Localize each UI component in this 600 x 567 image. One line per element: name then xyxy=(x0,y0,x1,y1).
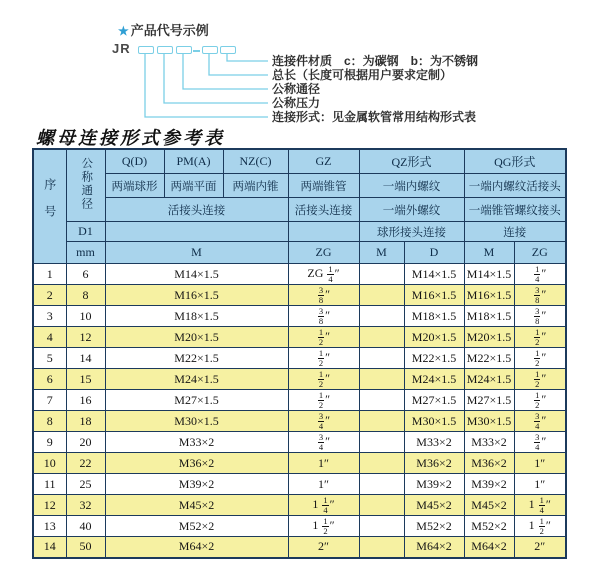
row-qz-d: M45×2 xyxy=(404,495,464,516)
row-qg-m: M30×1.5 xyxy=(464,411,514,432)
row-qg-zg-size: 1″ xyxy=(514,453,566,474)
row-qg-m: M45×2 xyxy=(464,495,514,516)
header-unit-zg: ZG xyxy=(288,242,359,264)
code-box-2 xyxy=(157,46,173,54)
table-row xyxy=(33,495,566,516)
row-qg-m: M33×2 xyxy=(464,432,514,453)
row-serial: 13 xyxy=(33,516,66,537)
diagram-label-connection: 连接形式：见金属软管常用结构形式表 xyxy=(272,110,477,124)
row-gz-size: $\frac{1}{2}$ ″ xyxy=(288,390,359,411)
code-box-5 xyxy=(220,46,236,54)
row-m-thread: M27×1.5 xyxy=(105,390,288,411)
row-m-thread: M36×2 xyxy=(105,453,288,474)
header-gz-union-connection: 活接头连接 xyxy=(288,198,359,222)
row-gz-size: 1 $\frac{1}{4}$ ″ xyxy=(288,495,359,516)
row-serial: 5 xyxy=(33,348,66,369)
row-gz-size: $\frac{3}{8}$ ″ xyxy=(288,285,359,306)
row-qg-zg-size: $\frac{1}{2}$ ″ xyxy=(514,369,566,390)
header-blank-gz xyxy=(288,222,359,242)
table-row xyxy=(33,285,566,306)
row-m-thread: M20×1.5 xyxy=(105,327,288,348)
row-qz-m xyxy=(359,537,404,558)
row-serial: 2 xyxy=(33,285,66,306)
row-dn: 50 xyxy=(66,537,105,558)
row-gz-size: $\frac{3}{4}$ ″ xyxy=(288,432,359,453)
header-qz-unit-m: M xyxy=(359,242,404,264)
row-serial: 10 xyxy=(33,453,66,474)
header-qz-code: QZ形式 xyxy=(359,149,464,174)
row-gz-size: $\frac{3}{4}$ ″ xyxy=(288,411,359,432)
row-gz-size: 2″ xyxy=(288,537,359,558)
table-row xyxy=(33,348,566,369)
row-serial: 14 xyxy=(33,537,66,558)
row-qg-m: M36×2 xyxy=(464,453,514,474)
header-qz-spherical-joint-connection: 球形接头连接 xyxy=(359,222,464,242)
row-m-thread: M18×1.5 xyxy=(105,306,288,327)
row-serial: 9 xyxy=(33,432,66,453)
table-body xyxy=(33,264,566,558)
row-qz-m xyxy=(359,474,404,495)
code-prefix: JR xyxy=(112,41,131,56)
row-dn: 12 xyxy=(66,327,105,348)
row-serial: 4 xyxy=(33,327,66,348)
row-serial: 1 xyxy=(33,264,66,285)
row-qz-d: M24×1.5 xyxy=(404,369,464,390)
header-pm-ends: 两端平面 xyxy=(164,174,223,198)
row-m-thread: M16×1.5 xyxy=(105,285,288,306)
row-qz-d: M14×1.5 xyxy=(404,264,464,285)
row-qz-d: M39×2 xyxy=(404,474,464,495)
header-nominal-diameter: 公称通径 xyxy=(66,149,105,222)
star-icon: ★ xyxy=(118,24,129,38)
row-qg-zg-size: $\frac{3}{4}$ ″ xyxy=(514,432,566,453)
code-box-3 xyxy=(176,46,192,54)
row-serial: 3 xyxy=(33,306,66,327)
row-gz-size: ZG $\frac{1}{4}$ ″ xyxy=(288,264,359,285)
row-gz-size: 1 $\frac{1}{2}$ ″ xyxy=(288,516,359,537)
row-qg-zg-size: 2″ xyxy=(514,537,566,558)
code-box-4 xyxy=(202,46,218,54)
row-dn: 25 xyxy=(66,474,105,495)
table-row xyxy=(33,432,566,453)
row-qz-d: M33×2 xyxy=(404,432,464,453)
table-row xyxy=(33,390,566,411)
diagram-label-material: 连接件材质 c：为碳钢 b：为不锈钢 xyxy=(272,54,479,68)
row-serial: 6 xyxy=(33,369,66,390)
row-m-thread: M45×2 xyxy=(105,495,288,516)
row-dn: 18 xyxy=(66,411,105,432)
table-row xyxy=(33,474,566,495)
row-gz-size: $\frac{1}{2}$ ″ xyxy=(288,369,359,390)
row-qg-zg-size: $\frac{1}{4}$ ″ xyxy=(514,264,566,285)
row-qg-m: M22×1.5 xyxy=(464,348,514,369)
row-qz-m xyxy=(359,369,404,390)
header-gz-ends: 两端锥管 xyxy=(288,174,359,198)
header-qz-outer-thread: 一端外螺纹 xyxy=(359,198,464,222)
row-m-thread: M30×1.5 xyxy=(105,411,288,432)
row-qz-m xyxy=(359,516,404,537)
header-unit-mm: mm xyxy=(66,242,105,264)
row-qz-d: M18×1.5 xyxy=(404,306,464,327)
header-qg-unit-m: M xyxy=(464,242,514,264)
header-q-ends: 两端球形 xyxy=(105,174,164,198)
row-m-thread: M33×2 xyxy=(105,432,288,453)
header-blank-left xyxy=(105,222,288,242)
table-row xyxy=(33,327,566,348)
row-serial: 8 xyxy=(33,411,66,432)
header-qz-unit-d: D xyxy=(404,242,464,264)
header-pm-code: PM(A) xyxy=(164,149,223,174)
header-qg-code: QG形式 xyxy=(464,149,566,174)
diagram-label-pressure: 公称压力 xyxy=(272,96,321,110)
code-box-1 xyxy=(138,46,154,54)
header-qg-unit-zg: ZG xyxy=(514,242,566,264)
header-nz-ends: 两端内锥 xyxy=(223,174,288,198)
header-q-code: Q(D) xyxy=(105,149,164,174)
row-qg-zg-size: 1″ xyxy=(514,474,566,495)
row-qg-zg-size: $\frac{3}{4}$ ″ xyxy=(514,411,566,432)
row-qg-zg-size: $\frac{1}{2}$ ″ xyxy=(514,348,566,369)
row-m-thread: M39×2 xyxy=(105,474,288,495)
table-title: 螺母连接形式参考表 xyxy=(36,128,225,148)
row-dn: 20 xyxy=(66,432,105,453)
diagram-heading xyxy=(118,20,209,39)
row-m-thread: M52×2 xyxy=(105,516,288,537)
row-gz-size: 1″ xyxy=(288,453,359,474)
row-qg-m: M24×1.5 xyxy=(464,369,514,390)
row-qg-m: M18×1.5 xyxy=(464,306,514,327)
row-qz-d: M16×1.5 xyxy=(404,285,464,306)
row-dn: 8 xyxy=(66,285,105,306)
dash-separator xyxy=(193,50,200,52)
row-qg-zg-size: $\frac{3}{8}$ ″ xyxy=(514,306,566,327)
row-qz-m xyxy=(359,264,404,285)
row-qg-zg-size: $\frac{1}{2}$ ″ xyxy=(514,327,566,348)
row-m-thread: M64×2 xyxy=(105,537,288,558)
row-m-thread: M22×1.5 xyxy=(105,348,288,369)
row-qg-m: M14×1.5 xyxy=(464,264,514,285)
row-gz-size: $\frac{3}{8}$ ″ xyxy=(288,306,359,327)
table-row xyxy=(33,369,566,390)
row-serial: 7 xyxy=(33,390,66,411)
row-m-thread: M24×1.5 xyxy=(105,369,288,390)
header-serial: 序号 xyxy=(33,149,66,264)
row-dn: 6 xyxy=(66,264,105,285)
row-qg-zg-size: $\frac{1}{2}$ ″ xyxy=(514,390,566,411)
row-qz-d: M30×1.5 xyxy=(404,411,464,432)
row-qg-m: M52×2 xyxy=(464,516,514,537)
row-serial: 11 xyxy=(33,474,66,495)
row-qg-zg-size: 1 $\frac{1}{2}$ ″ xyxy=(514,516,566,537)
row-qz-d: M52×2 xyxy=(404,516,464,537)
row-qg-m: M16×1.5 xyxy=(464,285,514,306)
row-qg-zg-size: $\frac{3}{8}$ ″ xyxy=(514,285,566,306)
row-dn: 16 xyxy=(66,390,105,411)
row-qg-m: M64×2 xyxy=(464,537,514,558)
header-gz-code: GZ xyxy=(288,149,359,174)
row-qz-m xyxy=(359,348,404,369)
diagram-label-length: 总长（长度可根据用户要求定制） xyxy=(272,68,453,82)
row-qg-zg-size: 1 $\frac{1}{4}$ ″ xyxy=(514,495,566,516)
header-unit-m: M xyxy=(105,242,288,264)
row-qz-m xyxy=(359,390,404,411)
row-dn: 32 xyxy=(66,495,105,516)
row-qz-m xyxy=(359,285,404,306)
header-union-connection: 活接头连接 xyxy=(105,198,288,222)
table-row xyxy=(33,264,566,285)
row-qz-d: M20×1.5 xyxy=(404,327,464,348)
row-qz-m xyxy=(359,327,404,348)
header-qg-connection: 连接 xyxy=(464,222,566,242)
header-nz-code: NZ(C) xyxy=(223,149,288,174)
header-qg-taper-thread-joint: 一端锥管螺纹接头 xyxy=(464,198,566,222)
row-qz-m xyxy=(359,453,404,474)
row-qg-m: M20×1.5 xyxy=(464,327,514,348)
table-row xyxy=(33,306,566,327)
row-dn: 40 xyxy=(66,516,105,537)
row-qz-m xyxy=(359,306,404,327)
diagram-title: 产品代号示例 xyxy=(130,23,209,38)
diagram-label-diameter: 公称通径 xyxy=(272,82,321,96)
row-qz-m xyxy=(359,495,404,516)
header-qg-inner-thread-union: 一端内螺纹活接头 xyxy=(464,174,566,198)
row-m-thread: M14×1.5 xyxy=(105,264,288,285)
row-qz-d: M27×1.5 xyxy=(404,390,464,411)
row-gz-size: $\frac{1}{2}$ ″ xyxy=(288,327,359,348)
table-row xyxy=(33,453,566,474)
row-dn: 15 xyxy=(66,369,105,390)
row-qg-m: M39×2 xyxy=(464,474,514,495)
header-qz-inner-thread: 一端内螺纹 xyxy=(359,174,464,198)
table-row xyxy=(33,411,566,432)
row-gz-size: $\frac{1}{2}$ ″ xyxy=(288,348,359,369)
table-row xyxy=(33,516,566,537)
row-qz-d: M22×1.5 xyxy=(404,348,464,369)
row-qz-d: M36×2 xyxy=(404,453,464,474)
row-dn: 14 xyxy=(66,348,105,369)
row-qz-d: M64×2 xyxy=(404,537,464,558)
nut-connection-reference-table xyxy=(32,148,567,559)
row-dn: 22 xyxy=(66,453,105,474)
row-qz-m xyxy=(359,432,404,453)
row-serial: 12 xyxy=(33,495,66,516)
row-qz-m xyxy=(359,411,404,432)
row-gz-size: 1″ xyxy=(288,474,359,495)
table-row xyxy=(33,537,566,558)
header-d1: D1 xyxy=(66,222,105,242)
row-dn: 10 xyxy=(66,306,105,327)
row-qg-m: M27×1.5 xyxy=(464,390,514,411)
